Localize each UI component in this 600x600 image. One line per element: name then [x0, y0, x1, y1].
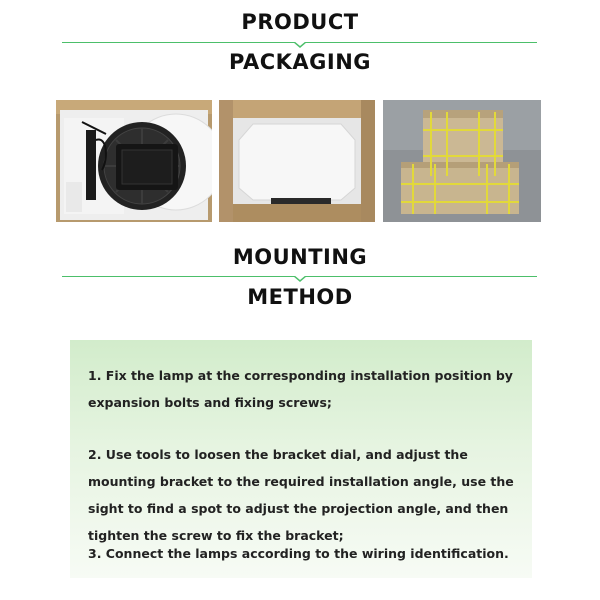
mounting-divider-notch [293, 276, 307, 282]
mounting-title-line2: METHOD [247, 285, 353, 309]
mounting-title-line1: MOUNTING [232, 245, 368, 269]
mounting-step-3: 3. Connect the lamps according to the wiring identification. [88, 546, 509, 561]
packaging-title-line1: PRODUCT [241, 10, 359, 34]
packaging-photo-foam [219, 100, 375, 222]
mounting-step-2: 2. Use tools to loosen the bracket dial, and adjust the mounting bracket to the required installation angle, use the sight to find a spot to adjust the projection angle, and then tighten the screw to fix the bracket; [88, 447, 514, 543]
packaging-photo-lamp [56, 100, 212, 222]
mounting-step-1: 1. Fix the lamp at the corresponding installation position by expansion bolts and fixing screws; [88, 368, 513, 410]
packaging-photo-cartons [383, 100, 541, 222]
mounting-instructions-panel [70, 340, 532, 578]
packaging-divider-notch [293, 42, 307, 48]
packaging-title-line2: PACKAGING [228, 50, 371, 74]
